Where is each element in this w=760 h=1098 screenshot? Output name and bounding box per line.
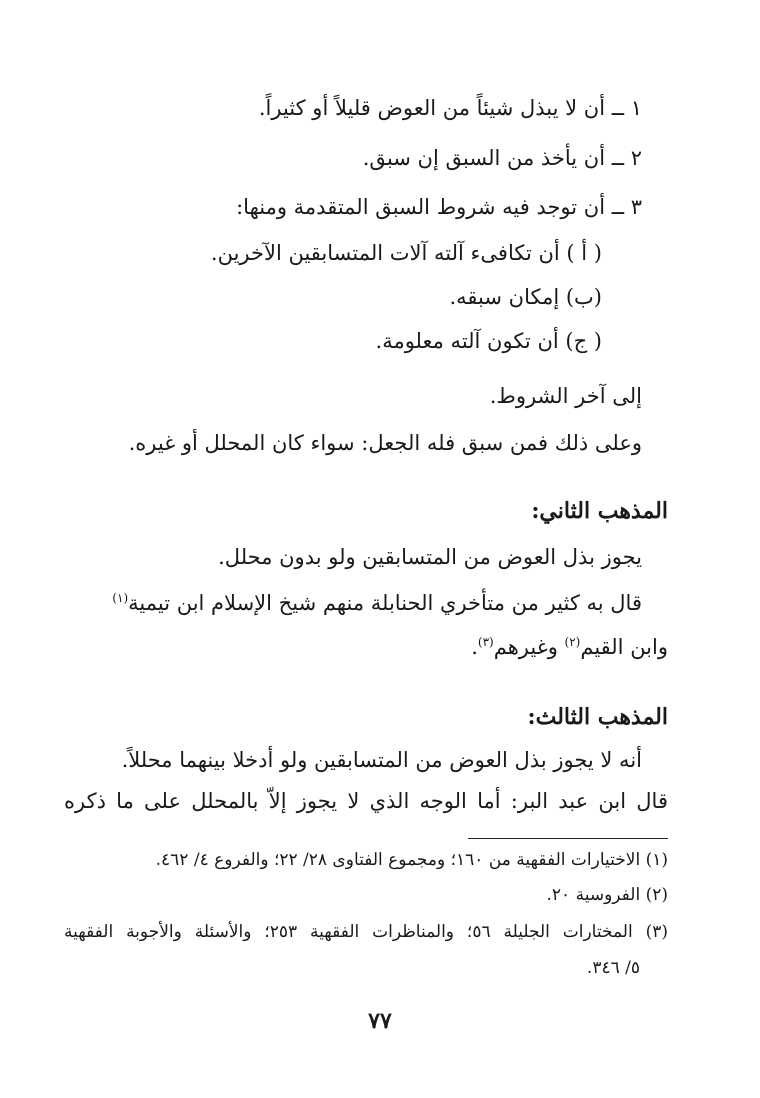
paragraph-line (112, 588, 642, 618)
condition-item-3: ٣ ــ أن توجد فيه شروط السبق المتقدمة ومنها: (236, 195, 642, 219)
section-heading-third: المذهب الثالث: (527, 704, 668, 730)
paragraph-line: قال ابن عبد البر: أما الوجه الذي لا يجوز إلاّ بالمحلل على ما ذكره (64, 789, 668, 813)
paragraph-line: وعلى ذلك فمن سبق فله الجعل: سواء كان المحلل أو غيره. (128, 431, 642, 455)
page-number: ٧٧ (368, 1008, 392, 1034)
footnote-ref: (٣) (477, 635, 494, 649)
footnote-1: (١) الاختيارات الفقهية من ١٦٠؛ ومجموع الفتاوى ٢٨/ ٢٢؛ والفروع ٤/ ٤٦٢. (155, 850, 668, 870)
paragraph-line: أنه لا يجوز بذل العوض من المتسابقين ولو أدخلا بينهما محللاً. (121, 748, 642, 772)
sub-item-a: ( أ ) أن تكافىء آلته آلات المتسابقين الآخرين. (210, 241, 602, 265)
footnote-divider (468, 838, 668, 839)
sub-item-c: ( ج) أن تكون آلته معلومة. (375, 329, 602, 353)
paragraph-line: إلى آخر الشروط. (489, 384, 642, 408)
text-run: وغيرهم (493, 635, 565, 659)
footnote-3: (٣) المختارات الجليلة ٥٦؛ والمناظرات الفقهية ٢٥٣؛ والأسئلة والأجوبة الفقهية (64, 922, 669, 942)
footnote-3-continued: ٥/ ٣٤٦. (586, 958, 640, 978)
condition-item-1: ١ ــ أن لا يبذل شيئاً من العوض قليلاً أو كثيراً. (258, 96, 642, 120)
condition-item-2: ٢ ــ أن يأخذ من السبق إن سبق. (362, 146, 642, 170)
paragraph-line (471, 632, 668, 662)
text-run: وابن القيم (580, 635, 668, 659)
footnote-ref: (١) (112, 591, 129, 605)
sub-item-b: (ب) إمكان سبقه. (449, 285, 602, 309)
footnote-2: (٢) الفروسية ٢٠. (546, 885, 668, 905)
text-run: . (471, 635, 478, 659)
paragraph-line: يجوز بذل العوض من المتسابقين ولو بدون محلل. (218, 545, 642, 569)
text-run: قال به كثير من متأخري الحنابلة منهم شيخ الإسلام ابن تيمية (128, 591, 642, 615)
footnote-ref: (٢) (564, 635, 581, 649)
section-heading-second: المذهب الثاني: (531, 498, 668, 524)
